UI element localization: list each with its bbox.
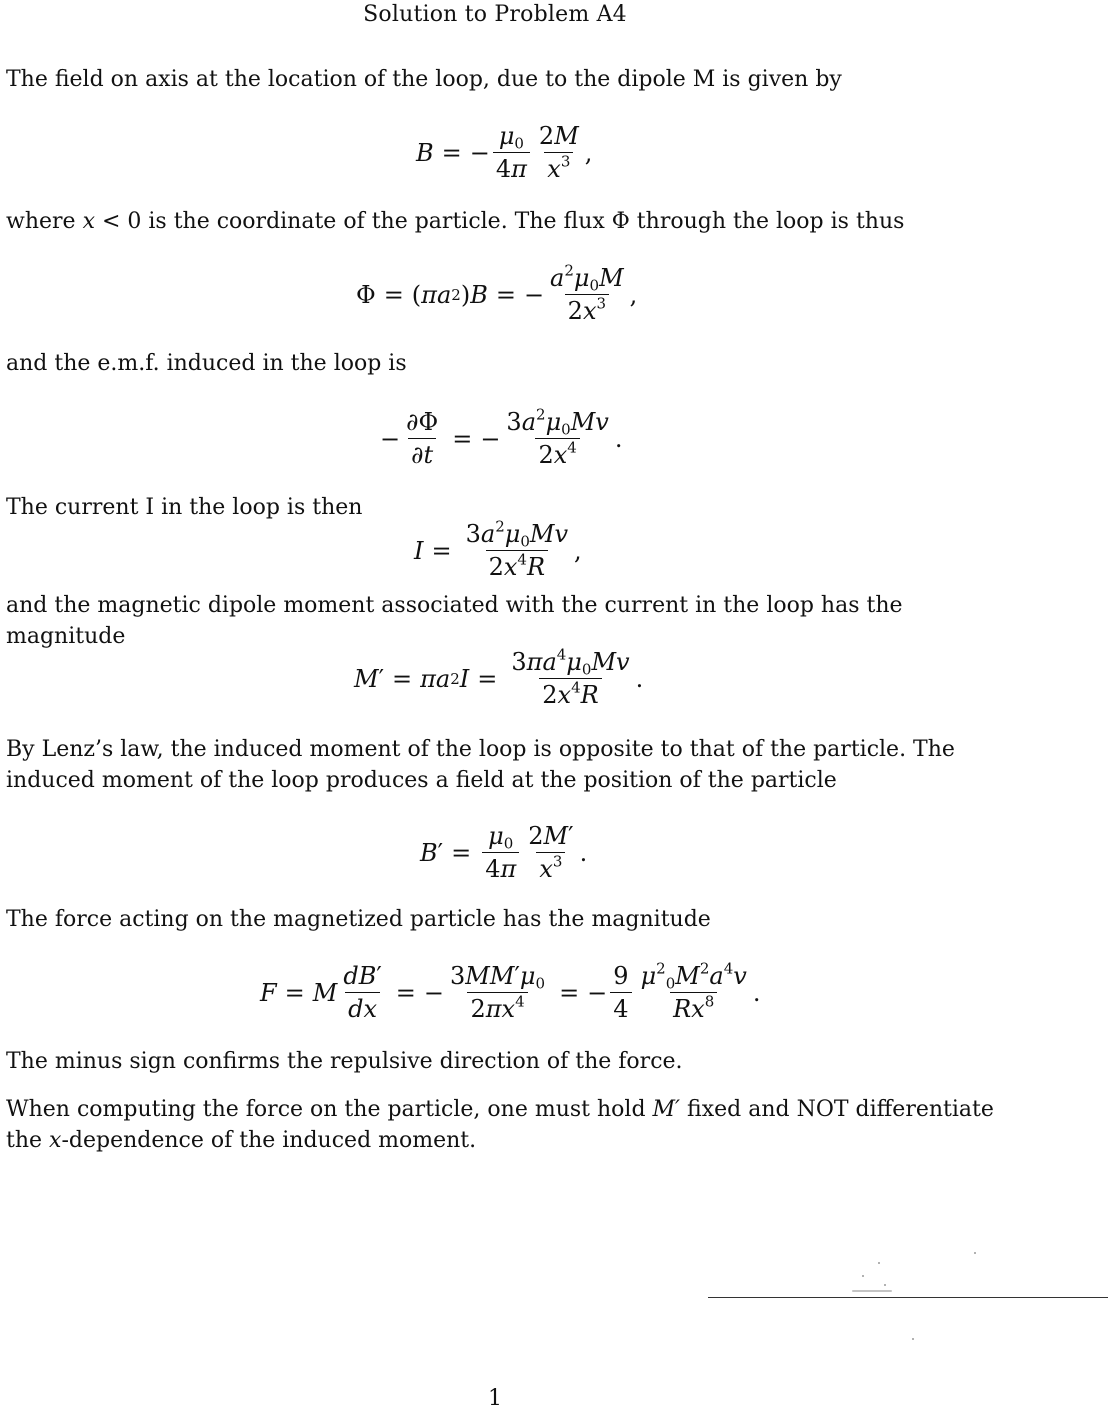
paragraph-emf: and the e.m.f. induced in the loop is bbox=[6, 351, 407, 376]
paragraph-hold-fixed-text-c: -dependence of the induced moment. bbox=[61, 1128, 477, 1153]
paragraph-minus-sign: The minus sign confirms the repulsive direction of the force. bbox=[6, 1049, 683, 1074]
symbol-x: x bbox=[82, 209, 95, 234]
equation-emf: − $\frac{\partial\Phi}{\partial t}$ = − $\frac{3a^2\mu_0Mv}{2x^4}$ . bbox=[380, 405, 623, 469]
paragraph-hold-fixed-text-a: When computing the force on the particle, one must hold bbox=[6, 1097, 653, 1122]
scan-speck bbox=[852, 1290, 892, 1292]
equation-current-I: I = $\frac{3a^2\mu_0Mv}{2x^4R}$ , bbox=[414, 517, 582, 581]
scan-speck bbox=[912, 1338, 914, 1340]
scan-speck bbox=[884, 1284, 886, 1286]
scan-speck bbox=[878, 1262, 880, 1264]
scan-speck bbox=[862, 1275, 864, 1277]
paragraph-current: The current I in the loop is then bbox=[6, 495, 363, 520]
paragraph-hold-fixed-text-b: fixed and NOT differentiate the bbox=[6, 1097, 994, 1153]
equation-field-Bprime: B ′ = $\frac{\mu_0}{4\pi}$ $\frac{2M'}{x^3}$ . bbox=[420, 822, 588, 883]
equation-field-B: B = − $\frac{\mu_0}{4\pi}$ $\frac{2M}{x^3}$ , bbox=[416, 122, 593, 183]
page-title: Solution to Problem A4 bbox=[363, 2, 627, 27]
paragraph-flux-text-b: < 0 is the coordinate of the particle. The flux Φ through the loop is thus bbox=[94, 209, 905, 234]
horizontal-rule bbox=[708, 1297, 1108, 1298]
paragraph-force: The force acting on the magnetized particle has the magnitude bbox=[6, 907, 711, 932]
paragraph-field-on-axis: The field on axis at the location of the loop, due to the dipole M is given by bbox=[6, 67, 842, 92]
paragraph-dipole-moment: and the magnetic dipole moment associated with the current in the loop has the magnitude bbox=[6, 593, 903, 649]
page-number: 1 bbox=[488, 1386, 502, 1411]
paragraph-flux-text-a: where bbox=[6, 209, 83, 234]
symbol-x-2: x bbox=[49, 1128, 62, 1153]
symbol-Mprime: M′ bbox=[652, 1097, 681, 1122]
scan-speck bbox=[974, 1252, 976, 1254]
paragraph-hold-fixed bbox=[6, 1094, 996, 1156]
equation-force-F: F = M $\frac{dB'}{dx}$ = − $\frac{3MM'\mu_0}{2\pi x^4}$ = − $\frac{9}{4}$ $\frac{\mu^2_0M^2a^4v}{Rx^8}$ . bbox=[260, 959, 761, 1023]
paragraph-lenz-law: By Lenz’s law, the induced moment of the loop is opposite to that of the particle. The induced moment of the loop produces a field at the position of the particle bbox=[6, 737, 955, 793]
equation-moment-Mprime: M ′ = π a 2 I = $\frac{3\pi a^4\mu_0Mv}{2x^4R}$ . bbox=[354, 645, 644, 709]
paragraph-flux bbox=[6, 206, 996, 237]
equation-flux-phi: Φ = ( π a 2 ) B = − $\frac{a^2\mu_0M}{2x^3}$ , bbox=[356, 261, 638, 325]
